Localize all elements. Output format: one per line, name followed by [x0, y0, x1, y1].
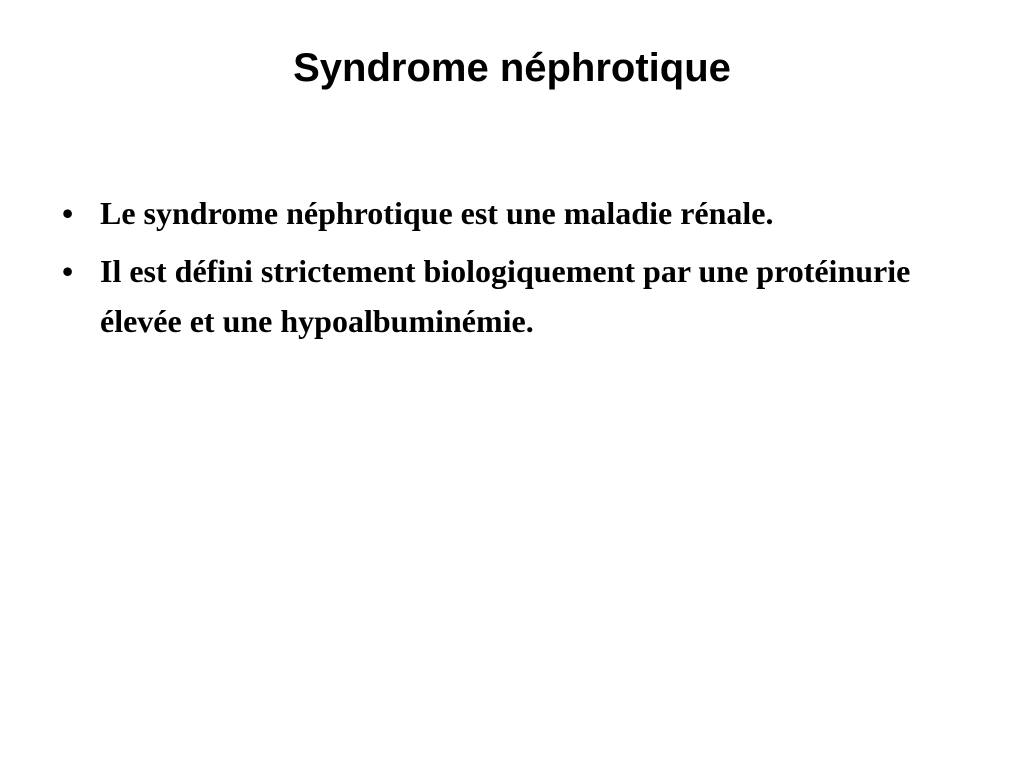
bullet-list: [58, 188, 958, 354]
slide-title: Syndrome néphrotique: [293, 46, 731, 90]
bullet-item: [58, 246, 958, 346]
bullet-item: [58, 188, 958, 238]
bullet-text: Le syndrome néphrotique est une maladie rénale.: [100, 195, 774, 231]
bullet-marker: •: [62, 253, 74, 289]
bullet-marker: •: [62, 195, 74, 231]
bullet-text: Il est défini strictement biologiquement par une protéinurie élevée et une hypoalbuminémie.: [100, 253, 911, 339]
